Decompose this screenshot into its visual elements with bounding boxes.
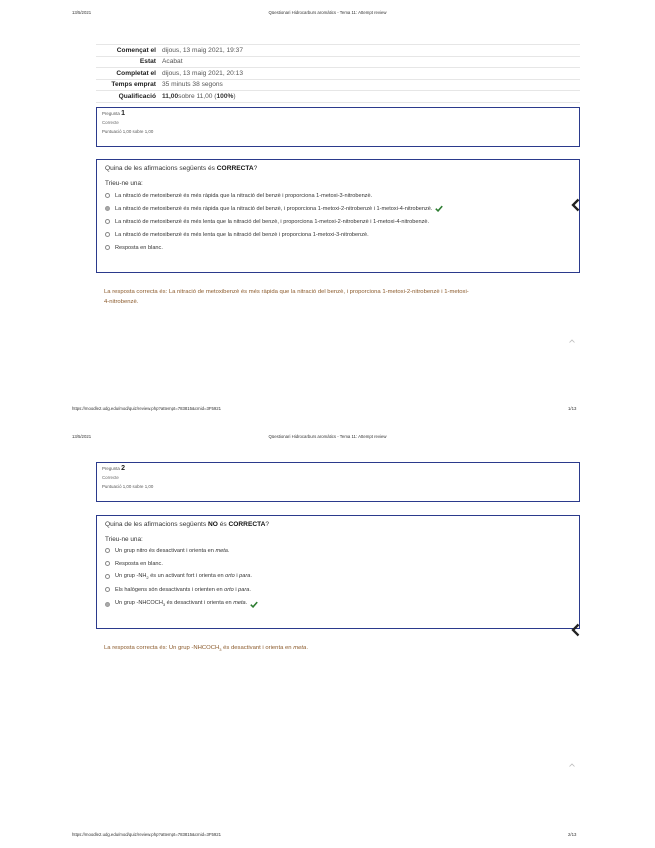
q2-option-e[interactable]: Un grup $-NHCOCH_3$ és desactivant i orienta en meta.	[105, 596, 571, 612]
question-1-info	[96, 107, 580, 147]
question-2-info	[96, 462, 580, 502]
chevron-up-icon[interactable]	[569, 339, 575, 343]
chevron-left-icon[interactable]	[568, 197, 584, 213]
radio-button[interactable]	[105, 548, 110, 553]
time-taken-label: Temps emprat	[111, 81, 156, 89]
question-2-text: Quina de les afirmacions següents NO és CORRECTA?	[105, 521, 270, 528]
q2-option-a[interactable]: Un grup nitro és desactivant i orienta en meta.	[105, 544, 571, 557]
q2-option-d[interactable]: Els halògens són desactivants i orienten en orto i para.	[105, 583, 571, 596]
radio-button[interactable]	[105, 219, 110, 224]
completed-value: dijous, 13 maig 2021, 20:13	[162, 69, 244, 77]
question-2-content	[96, 515, 580, 629]
state-label: Estat	[139, 58, 156, 66]
question-1-number: Pregunta 1	[102, 110, 125, 117]
question-1-mark: Puntuació 1,00 sobre 1,00	[102, 129, 154, 134]
question-1-prompt: Trieu-ne una:	[105, 180, 143, 187]
q1-option-d[interactable]: La nitració de metoxibenzè és més lenta que la nitració del benzè i proporciona 1-metoxi-3-nitrobenzè.	[105, 228, 571, 241]
question-1-content	[96, 159, 580, 273]
completed-label: Completat el	[116, 69, 156, 77]
grade-percent: 100%	[216, 92, 234, 100]
q1-option-a[interactable]: La nitració de metoxibenzè és més ràpida que la nitració del benzè i proporciona 1-metoxi-3-nitrobenzè.	[105, 189, 571, 202]
question-2-mark: Puntuació 1,00 sobre 1,00	[102, 484, 154, 489]
radio-button[interactable]	[105, 245, 110, 250]
state-value: Acabat	[162, 58, 183, 66]
radio-button[interactable]	[105, 561, 110, 566]
print-header-title: Qüestionari Hidrocarburs aromàtics - Tema 11: Attempt review	[268, 10, 387, 15]
time-taken-value: 35 minuts 38 segons	[162, 81, 223, 89]
started-label: Començat el	[116, 46, 156, 54]
print-header-title: Qüestionari Hidrocarburs aromàtics - Tema 11: Attempt review	[268, 434, 387, 439]
grade-label: Qualificació	[118, 92, 156, 100]
grade-value	[162, 93, 236, 100]
radio-button-selected[interactable]	[105, 602, 110, 607]
chevron-left-icon[interactable]	[568, 622, 584, 638]
grade-end: )	[233, 92, 236, 100]
grade-score: 11,00	[162, 92, 179, 100]
question-1-text: Quina de les afirmacions següents és CORRECTA?	[105, 165, 258, 172]
q1-option-b[interactable]: La nitració de metoxibenzè és més ràpida que la nitració del benzè, i proporciona 1-metoxi-2-nitrobenzè i 1-metoxi-4-nitrobenzè.	[105, 202, 571, 215]
question-2-prompt: Trieu-ne una:	[105, 536, 143, 543]
chevron-up-icon[interactable]	[569, 763, 575, 767]
question-2-status: Correcte	[102, 475, 119, 480]
started-value: dijous, 13 maig 2021, 19:37	[162, 46, 244, 54]
print-footer-page: 2/13	[568, 832, 577, 837]
radio-button[interactable]	[105, 574, 110, 579]
summary-row-state	[96, 57, 580, 69]
question-2-number: Pregunta 2	[102, 465, 125, 472]
attempt-summary-table	[96, 44, 580, 103]
question-1-status: Correcte	[102, 120, 119, 125]
print-header-date: 13/5/2021	[72, 10, 92, 15]
print-header-date: 13/5/2021	[72, 434, 92, 439]
summary-row-started	[96, 44, 580, 57]
grade-middle: sobre 11,00 (	[178, 92, 217, 100]
check-icon	[435, 205, 443, 212]
q1-option-c[interactable]: La nitració de metoxibenzè és més lenta que la nitració del benzè, i proporciona 1-metoxi-2-nitrobenzè i 1-metoxi-4-nitrobenzè.	[105, 215, 571, 228]
question-2-correct-answer: La resposta correcta és: Un grup $-NHCOCH_3$ és desactivant i orienta en meta.	[104, 645, 308, 653]
print-footer-page: 1/13	[568, 406, 577, 411]
summary-row-grade	[96, 91, 580, 103]
q2-option-c[interactable]: Un grup $-NH_2$ és un activant fort i orienta en orto i para.	[105, 570, 571, 583]
q1-option-e[interactable]: Resposta en blanc.	[105, 241, 571, 254]
check-icon	[250, 601, 258, 608]
print-footer-url: https://moodle2.udg.edu/mod/quiz/review.php?attempt=783815&cmid=3F5921	[72, 832, 222, 837]
print-footer-url: https://moodle2.udg.edu/mod/quiz/review.php?attempt=783815&cmid=3F5921	[72, 406, 222, 411]
summary-row-time	[96, 80, 580, 92]
radio-button-selected[interactable]	[105, 206, 110, 211]
radio-button[interactable]	[105, 232, 110, 237]
radio-button[interactable]	[105, 193, 110, 198]
summary-row-completed	[96, 68, 580, 80]
question-1-correct-answer: La resposta correcta és: La nitració de metoxibenzè és més ràpida que la nitració del benzè, i proporciona 1-metoxi-2-nitrobenzè i 1-metoxi- 4-nitrobenzè.	[104, 289, 469, 305]
q2-option-b[interactable]: Resposta en blanc.	[105, 557, 571, 570]
radio-button[interactable]	[105, 587, 110, 592]
